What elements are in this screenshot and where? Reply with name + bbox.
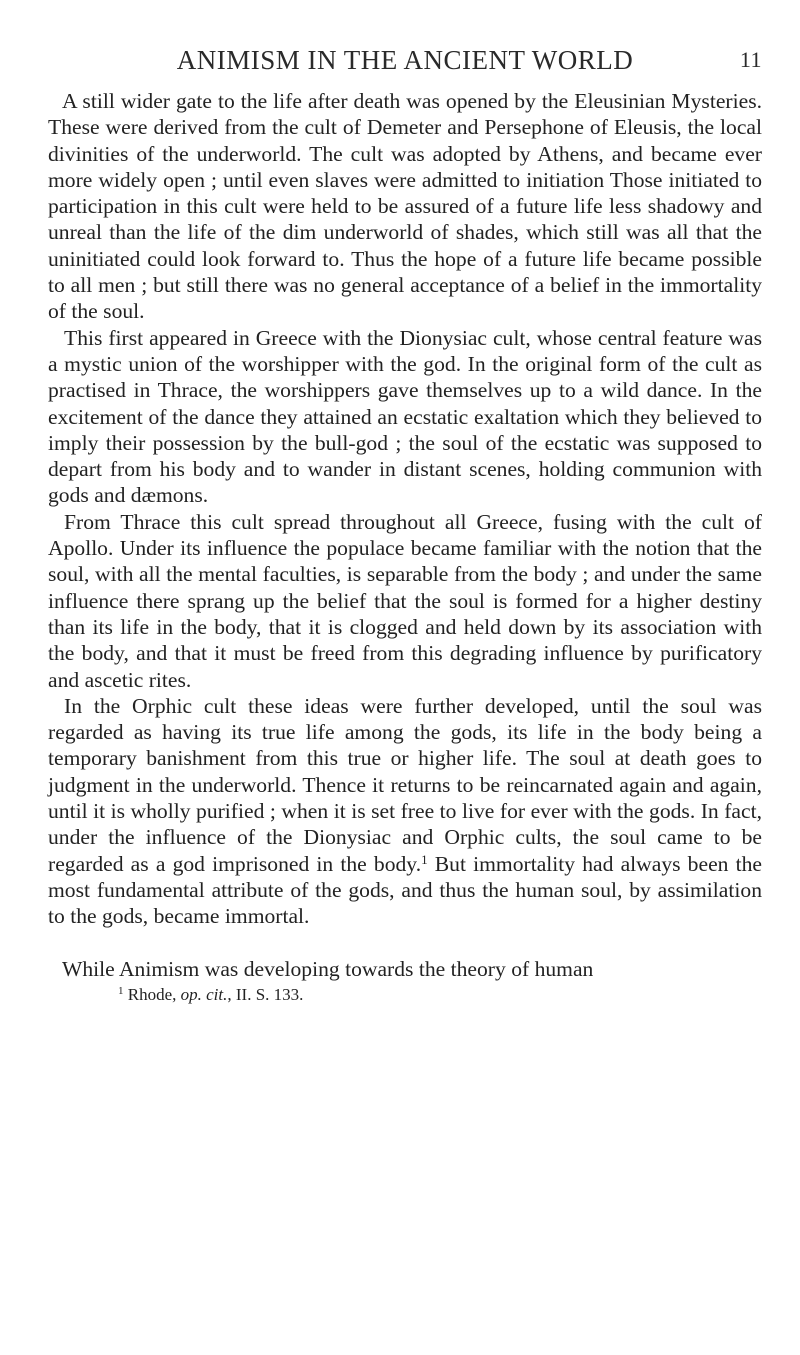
body-text — [48, 88, 762, 982]
paragraph-4-text: In the Orphic cult these ideas were further developed, until the soul was regarded as having its true life among the gods, its life in the body being a temporary banishment from this true or higher life. The soul at death goes to judgment in the underworld. Thence it returns to be reincarnated again and again, until it is wholly purified ; when it is set free to live for ever with the gods. In fact, under the influence of the Dionysiac and Orphic cults, the soul came to be regarded as a god imprisoned in the body. — [48, 693, 762, 876]
chapter-title: ANIMISM IN THE ANCIENT WORLD — [176, 45, 634, 75]
page-number: 11 — [739, 47, 762, 72]
footnote-marker: 1 — [118, 984, 124, 997]
footnote-citation: op. cit. — [180, 984, 228, 1004]
paragraph-2: This first appeared in Greece with the Dionysiac cult, whose central feature was a mystic union of the worshipper with the god. In the original form of the cult as practised in Thrace, the worshippers gave themselves up to a wild dance. In the excitement of the dance they attained an ecstatic exaltation which they believed to imply their possession by the bull-god ; the soul of the ecstatic was supposed to depart from his body and to wander in distant scenes, holding communion with gods and dæmons. — [48, 325, 762, 508]
book-page — [48, 40, 762, 1006]
footnote-reference: 1 — [421, 851, 428, 867]
footnote — [48, 984, 762, 1006]
footnote-reference-detail: , II. S. 133. — [227, 984, 304, 1004]
footnote-author: Rhode, — [127, 984, 181, 1004]
running-head — [48, 40, 762, 80]
paragraph-3: From Thrace this cult spread throughout all Greece, fusing with the cult of Apollo. Under its influence the populace became familiar with the notion that the soul, with all the mental faculties, is separable from the body ; and under the same influence there sprang up the belief that the soul is formed for a higher destiny than its life in the body, that it is clogged and held down by its association with the body, and that it must be freed from this degrading influence by purificatory and ascetic rites. — [48, 509, 762, 692]
paragraph-5: While Animism was developing towards the theory of human — [62, 956, 594, 981]
paragraph-4-continuation: But immortality had always been the most fundamental attribute of the gods, and thus the human soul, by assimilation to the gods, became immortal. — [48, 851, 762, 929]
paragraph-1: A still wider gate to the life after death was opened by the Eleusinian Mysteries. These were derived from the cult of Demeter and Persephone of Eleusis, the local divinities of the underworld. The cult was adopted by Athens, and became ever more widely open ; until even slaves were admitted to initiation Those initiated to participation in this cult were held to be assured of a future life less shadowy and unreal than the life of the dim underworld of shades, which still was all that the uninitiated could look forward to. Thus the hope of a future life became possible to all men ; but still there was no general acceptance of a belief in the immortality of the soul. — [48, 89, 762, 324]
paragraph-4 — [48, 693, 762, 930]
